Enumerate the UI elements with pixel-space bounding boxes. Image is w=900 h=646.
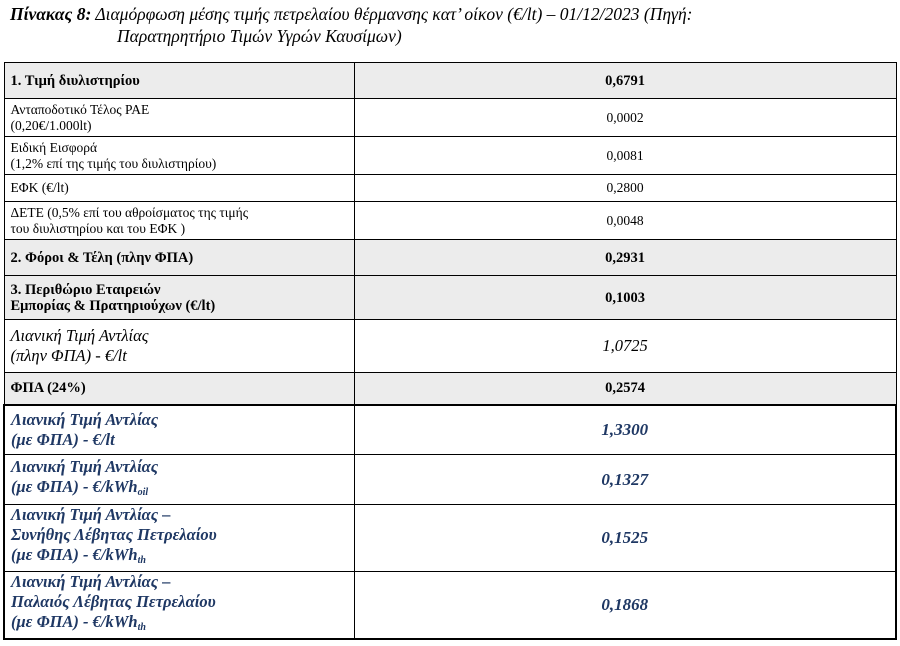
- row-value: 1,3300: [354, 405, 896, 455]
- row-label: Ειδική Εισφορά (1,2% επί της τιμής του διυλιστηρίου): [4, 137, 354, 175]
- table-caption: [10, 3, 890, 47]
- row-value: 0,1327: [354, 455, 896, 505]
- caption-text-line1: Διαμόρφωση μέσης τιμής πετρελαίου θέρμανσης κατ’ οίκον (€/lt) – 01/12/2023 (Πηγή:: [95, 4, 693, 24]
- table-row: [4, 455, 896, 505]
- table-row: [4, 137, 896, 175]
- table-row: [4, 373, 896, 405]
- row-label: Ανταποδοτικό Τέλος ΡΑΕ (0,20€/1.000lt): [4, 99, 354, 137]
- table-row: [4, 572, 896, 640]
- table-row: [4, 99, 896, 137]
- price-breakdown-table: [3, 62, 897, 640]
- row-value: 0,2931: [354, 240, 896, 276]
- row-label: 3. Περιθώριο Εταιρειών Εμπορίας & Πρατηριούχων (€/lt): [4, 276, 354, 320]
- table-row: [4, 63, 896, 99]
- row-label: Λιανική Τιμή Αντλίας (πλην ΦΠΑ) - €/lt: [4, 320, 354, 373]
- row-value: 0,1003: [354, 276, 896, 320]
- table-row: [4, 175, 896, 202]
- row-value: 0,0002: [354, 99, 896, 137]
- row-value: 1,0725: [354, 320, 896, 373]
- caption-label: Πίνακας 8:: [10, 4, 92, 24]
- caption-text-line2: Παρατηρητήριο Τιμών Υγρών Καυσίμων): [117, 26, 402, 46]
- row-value: 0,2800: [354, 175, 896, 202]
- row-label: ΦΠΑ (24%): [4, 373, 354, 405]
- row-value: 0,0048: [354, 202, 896, 240]
- table-row: [4, 202, 896, 240]
- table-row: [4, 276, 896, 320]
- row-label: ΕΦΚ (€/lt): [4, 175, 354, 202]
- row-label: 2. Φόροι & Τέλη (πλην ΦΠΑ): [4, 240, 354, 276]
- table-row: [4, 505, 896, 572]
- row-value: 0,1525: [354, 505, 896, 572]
- row-label: Λιανική Τιμή Αντλίας – Παλαιός Λέβητας Πετρελαίου (με ΦΠΑ) - €/kWh$_{th}$: [4, 572, 354, 640]
- row-label: Λιανική Τιμή Αντλίας – Συνήθης Λέβητας Πετρελαίου (με ΦΠΑ) - €/kWh$_{th}$: [4, 505, 354, 572]
- row-value: 0,1868: [354, 572, 896, 640]
- table-row: [4, 320, 896, 373]
- row-label: Λιανική Τιμή Αντλίας (με ΦΠΑ) - €/kWh$_{oil}$: [4, 455, 354, 505]
- row-label: Λιανική Τιμή Αντλίας (με ΦΠΑ) - €/lt: [4, 405, 354, 455]
- table-row: [4, 405, 896, 455]
- table-row: [4, 240, 896, 276]
- row-value: 0,2574: [354, 373, 896, 405]
- row-value: 0,0081: [354, 137, 896, 175]
- row-label: 1. Τιμή διυλιστηρίου: [4, 63, 354, 99]
- row-value: 0,6791: [354, 63, 896, 99]
- row-label: ΔΕΤΕ (0,5% επί του αθροίσματος της τιμής του διυλιστηρίου και του ΕΦΚ ): [4, 202, 354, 240]
